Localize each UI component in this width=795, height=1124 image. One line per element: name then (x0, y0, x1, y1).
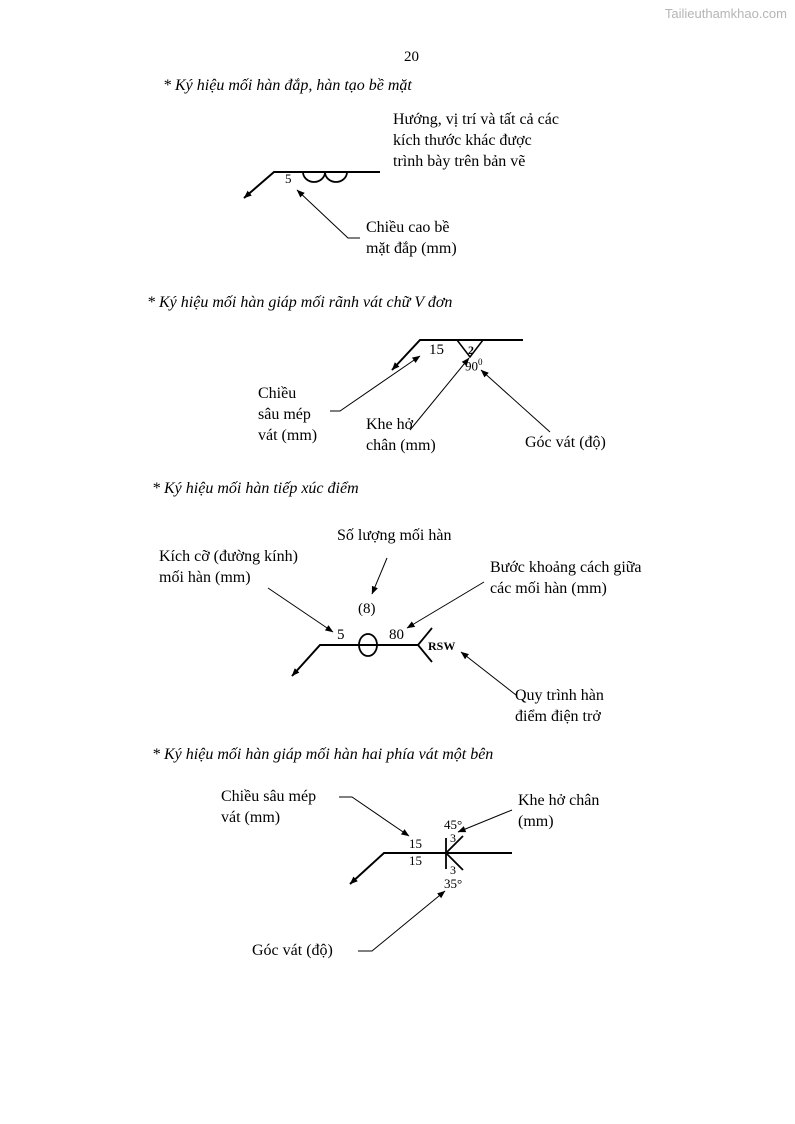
label-bevel-depth: Chiều sâu mép vát (mm) (221, 788, 317, 826)
value-weld-size: 5 (337, 627, 345, 643)
process-leader-arrow (461, 652, 516, 695)
watermark: Tailieuthamkhao.com (664, 6, 787, 21)
value-weld-process: RSW (428, 639, 456, 653)
depth-leader-arrow (330, 356, 420, 411)
label-weld-pitch: Bước khoảng cách giữa các mối hàn (mm) (490, 559, 642, 597)
angle-leader-arrow (358, 891, 445, 951)
heading-surfacing-weld: * Ký hiệu mối hàn đắp, hàn tạo bề mặt (163, 77, 412, 94)
label-bevel-angle: Góc vát (độ) (252, 942, 333, 959)
value-weld-count: (8) (358, 601, 376, 617)
double-bevel-weld-symbol (339, 797, 512, 951)
surfacing-bead-symbol (303, 172, 347, 182)
label-weld-count: Số lượng mối hàn (337, 527, 452, 544)
label-root-gap: Khe hở chân (mm) (366, 416, 436, 454)
value-root-gap-bottom: 3 (450, 863, 456, 877)
value-bevel-depth-bottom: 15 (409, 853, 422, 868)
angle-leader-arrow (481, 370, 550, 432)
value-bevel-angle-top: 45° (444, 817, 463, 832)
value-bevel-depth-top: 15 (409, 836, 422, 851)
height-leader-arrow (297, 190, 360, 238)
label-bevel-root-gap: Khe hở chân (mm) (518, 792, 600, 830)
heading-v-groove-weld: * Ký hiệu mối hàn giáp mối rãnh vát chữ V đơn (147, 294, 453, 311)
surfacing-weld-symbol (244, 172, 380, 238)
count-leader-arrow (372, 558, 387, 594)
pitch-leader-arrow (407, 582, 484, 628)
label-groove-angle: Góc vát (độ) (525, 434, 606, 451)
heading-spot-weld: * Ký hiệu mối hàn tiếp xúc điểm (152, 480, 359, 497)
value-groove-angle: $90^0$ (465, 357, 483, 374)
label-weld-size: Kích cỡ (đường kính) mối hàn (mm) (159, 548, 298, 586)
depth-leader-arrow (339, 797, 409, 836)
gap-leader-arrow (458, 810, 512, 832)
value-bevel-angle-bottom: 35° (444, 876, 463, 891)
label-weld-process: Quy trình hàn điểm điện trở (515, 687, 604, 725)
page-number: 20 (404, 49, 419, 65)
value-groove-depth: 15 (429, 342, 444, 358)
label-groove-depth: Chiều sâu mép vát (mm) (258, 385, 318, 444)
label-surfacing-height: Chiều cao bề mặt đắp (mm) (366, 219, 457, 257)
label-direction-note: Hướng, vị trí và tất cả các kích thước khác được trình bày trên bản vẽ (393, 111, 559, 170)
value-weld-pitch: 80 (389, 627, 404, 643)
heading-double-bevel-weld: * Ký hiệu mối hàn giáp mối hàn hai phía vát một bên (152, 746, 494, 763)
value-root-gap-top: 3 (450, 831, 456, 845)
value-surfacing-height: 5 (285, 171, 292, 186)
size-leader-arrow (268, 588, 333, 632)
value-root-gap: 2 (468, 343, 474, 357)
